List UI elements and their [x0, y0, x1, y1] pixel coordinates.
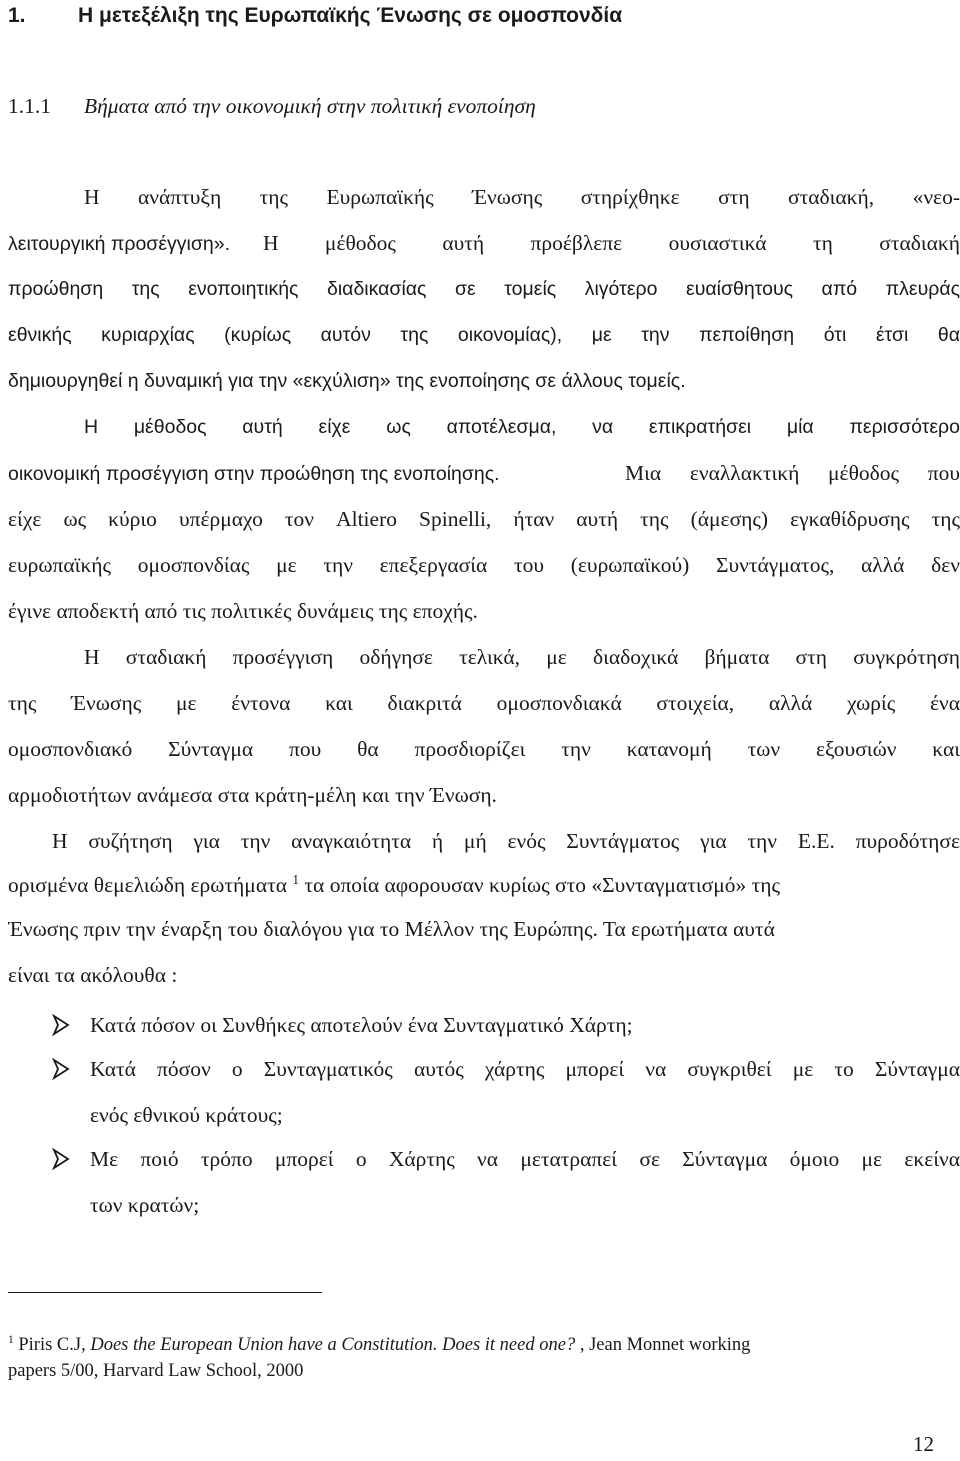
- text-line: Η ανάπτυξη της Ευρωπαϊκής Ένωσης στηρίχθηκε στη σταδιακή, «νεο-: [84, 185, 960, 209]
- page-number: 12: [913, 1432, 934, 1456]
- bullet-item: Κατά πόσον οι Συνθήκες αποτελούν ένα Συνταγματικό Χάρτη;: [90, 1013, 633, 1037]
- text-line: Η μέθοδος αυτή είχε ως αποτέλεσμα, να επικρατήσει μία περισσότερο: [84, 416, 960, 438]
- footnote-title: Does the European Union have a Constitution. Does it need one?: [90, 1335, 576, 1355]
- text-line: αρμοδιοτήτων ανάμεσα στα κράτη-μέλη και την Ένωση.: [8, 783, 497, 807]
- arrowhead-bullet-icon: [52, 1014, 70, 1036]
- text-line: προώθηση της ενοποιητικής διαδικασίας σε τομείς λιγότερο ευαίσθητους από πλευράς: [8, 278, 960, 300]
- bullet-item: Κατά πόσον ο Συνταγματικός αυτός χάρτης μπορεί να συγκριθεί με το Σύνταγμα: [90, 1057, 960, 1081]
- footnote: [8, 1333, 750, 1358]
- text-line: είναι τα ακόλουθα :: [8, 963, 178, 987]
- text-line: [8, 228, 960, 258]
- arrowhead-bullet-icon: [52, 1148, 70, 1170]
- chapter-number: 1.: [8, 4, 26, 27]
- section-title: Βήματα από την οικονομική στην πολιτική ενοποίηση: [84, 94, 536, 118]
- chapter-title: Η μετεξέλιξη της Ευρωπαϊκής Ένωσης σε ομοσπονδία: [78, 4, 623, 27]
- footnote-mark: 1: [8, 1334, 14, 1347]
- text-line: εθνικής κυριαρχίας (κυρίως αυτόν της οικονομίας), με την πεποίθηση ότι έτσι θα: [8, 324, 960, 346]
- text-line: [8, 458, 960, 488]
- section-heading: [8, 94, 536, 119]
- text-line: ευρωπαϊκής ομοσπονδίας με την επεξεργασία του (ευρωπαϊκού) Συντάγματος, αλλά δεν: [8, 553, 960, 577]
- bullet-item-continuation: ενός εθνικού κράτους;: [90, 1103, 283, 1127]
- text-line: Ένωσης πριν την έναρξη του διαλόγου για το Μέλλον της Ευρώπης. Τα ερωτήματα αυτά: [8, 917, 775, 941]
- arrowhead-bullet-icon: [52, 1058, 70, 1080]
- section-number: 1.1.1: [8, 94, 51, 118]
- text-line: [8, 870, 960, 900]
- text-segment: Η μέθοδος αυτή προέβλεπε ουσιαστικά τη σταδιακή: [263, 231, 960, 255]
- footnote-rest: , Jean Monnet working: [575, 1335, 751, 1355]
- text-line: είχε ως κύριο υπέρμαχο τον Altiero Spinelli, ήταν αυτή της (άμεσης) εγκαθίδρυσης της: [8, 507, 960, 531]
- text-line: Η συζήτηση για την αναγκαιότητα ή μή ενός Συντάγματος για την Ε.Ε. πυροδότησε: [52, 829, 960, 853]
- bullet-item: Με ποιό τρόπο μπορεί ο Χάρτης να μετατραπεί σε Σύνταγμα όμοιο με εκείνα: [90, 1147, 960, 1171]
- footnote-author: Piris C.J,: [13, 1335, 91, 1355]
- text-segment: τα οποία αφορουσαν κυρίως στο «Συνταγματισμό» της: [299, 873, 781, 897]
- text-segment: ορισμένα θεμελιώδη ερωτήματα: [8, 873, 287, 897]
- text-line: έγινε αποδεκτή από τις πολιτικές δυνάμεις της εποχής.: [8, 599, 478, 623]
- text-line: δημιουργηθεί η δυναμική για την «εκχύλιση» της ενοποίησης σε άλλους τομείς.: [8, 370, 686, 392]
- bullet-item-continuation: των κρατών;: [90, 1193, 200, 1217]
- text-segment: λειτουργική προσέγγιση».: [8, 233, 230, 255]
- text-line: Η σταδιακή προσέγγιση οδήγησε τελικά, με διαδοχικά βήματα στη συγκρότηση: [84, 645, 960, 669]
- footnote-separator: [8, 1292, 322, 1293]
- text-line: της Ένωσης με έντονα και διακριτά ομοσπονδιακά στοιχεία, αλλά χωρίς ένα: [8, 691, 960, 715]
- text-segment: οικονομική προσέγγιση στην προώθηση της ενοποίησης.: [8, 463, 500, 485]
- text-line: ομοσπονδιακό Σύνταγμα που θα προσδιορίζει την κατανομή των εξουσιών και: [8, 737, 960, 761]
- footnote-line: papers 5/00, Harvard Law School, 2000: [8, 1361, 304, 1381]
- text-segment: Μια εναλλακτική μέθοδος που: [625, 461, 960, 485]
- footnote-ref: 1: [292, 872, 300, 888]
- chapter-heading: [8, 4, 622, 28]
